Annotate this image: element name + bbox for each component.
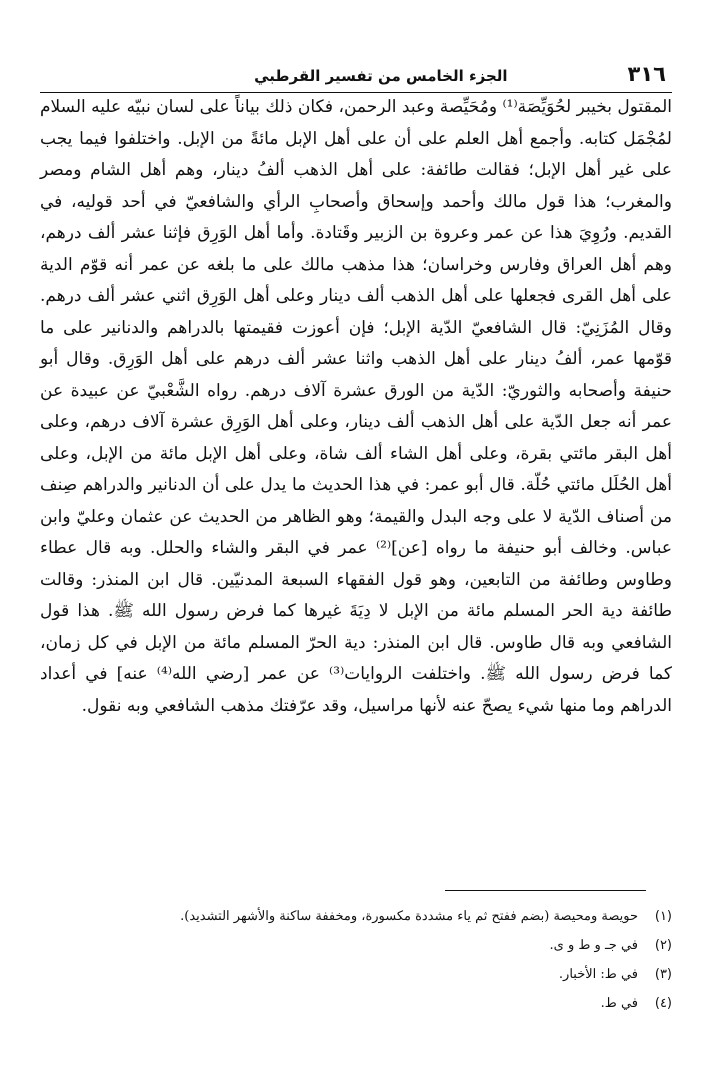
- footnote-number: (١): [654, 909, 672, 924]
- page-header: [40, 52, 672, 93]
- footnote-item: [40, 931, 672, 960]
- body-paragraph: المقتول بخيبر لحُوَيِّصَة⁽¹⁾ ومُحَيِّصة وعبد الرحمن، فكان ذلك بياناً على لسان نبيّه عليه السلام لمُجْمَل كتابه. وأجمع أهل العلم على أن على أهل الإبل مائةً من الإبل. واختلفوا فيما يجب على غير أهل الإبل؛ فقالت طائفة: على أهل الذهب ألفُ دينار، وهم أهل الشام ومصر والمغرب؛ هذا قول مالك وأحمد وإسحاق وأصحابِ الرأي والشافعيّ في أحد قوليه، في القديم. ورُوِيَ هذا عن عمر وعروة بن الزبير وقَتادة. وأما أهل الوَرِق فإثنا عشر ألف درهم، وهم أهل العراق وفارس وخراسان؛ هذا مذهب مالك على ما بلغه عن عمر أنه قوّم الدية على أهل القرى فجعلها على أهل الذهب ألف دينار وعلى أهل الوَرِق اثني عشر ألف درهم. وقال المُزَنِيّ: قال الشافعيّ الدّية الإبل؛ فإن أعوزت فقيمتها بالدراهم والدنانير على ما قوّمها عمر، ألفُ دينار على أهل الذهب واثنا عشر ألف درهم على أهل الوَرِق. وقال أبو حنيفة وأصحابه والثوريّ: الدّية من الورق عشرة آلاف درهم. رواه الشَّعْبيّ عن عبيدة عن عمر أنه جعل الدّية على أهل الذهب ألف دينار، وعلى أهل الوَرِق عشرة آلاف درهم، وعلى أهل البقر مائتي بقرة، وعلى أهل الشاء ألف شاة، وعلى أهل الإبل مائة من الإبل، وعلى أهل الحُلَل مائتي حُلّة. قال أبو عمر: في هذا الحديث ما يدل على أن الدنانير والدراهم صِنف من أصناف الدّية لا على وجه البدل والقيمة؛ وهو الظاهر من الحديث عن عثمان وعليّ وابن عباس. وخالف أبو حنيفة ما رواه [عن]⁽²⁾ عمر في البقر والشاء والحلل. وبه قال عطاء وطاوس وطائفة من التابعين، وهو قول الفقهاء السبعة المدنيّين. قال ابن المنذر: وقالت طائفة دية الحر المسلم مائة من الإبل لا دِيَةَ غيرها كما فرض رسول الله ﷺ. هذا قول الشافعي وبه قال طاوس. قال ابن المنذر: دية الحرّ المسلم مائة من الإبل في كل زمان، كما فرض رسول الله ﷺ. واختلفت الروايات⁽³⁾ عن عمر [رضي الله⁽⁴⁾ عنه] في أعداد الدراهم وما منها شيء يصحّ عنه لأنها مراسيل، وقد عرّفتك مذهب الشافعي وبه نقول.: [40, 97, 672, 716]
- footnote-text: في ط: الأخبار.: [558, 967, 638, 982]
- running-title: الجزء الخامس من تفسير القرطبي: [254, 67, 508, 85]
- footnote-number: (٣): [654, 967, 672, 982]
- footnote-text: حويصة ومحيصة (بضم ففتح ثم ياء مشددة مكسورة، ومخففة ساكنة والأشهر التشديد).: [180, 909, 638, 924]
- footnote-number: (٢): [654, 938, 672, 953]
- main-text: [40, 92, 672, 722]
- footnote-item: [40, 902, 672, 931]
- footnote-text: في ط.: [600, 996, 638, 1011]
- page-number: ٣١٦: [627, 62, 666, 86]
- footnote-item: [40, 960, 672, 989]
- footnote-text: في جـ و ط و ى.: [549, 938, 638, 953]
- footnotes: [40, 902, 672, 1018]
- footnote-item: [40, 989, 672, 1018]
- footnote-divider: [445, 890, 646, 891]
- footnote-number: (٤): [654, 996, 672, 1011]
